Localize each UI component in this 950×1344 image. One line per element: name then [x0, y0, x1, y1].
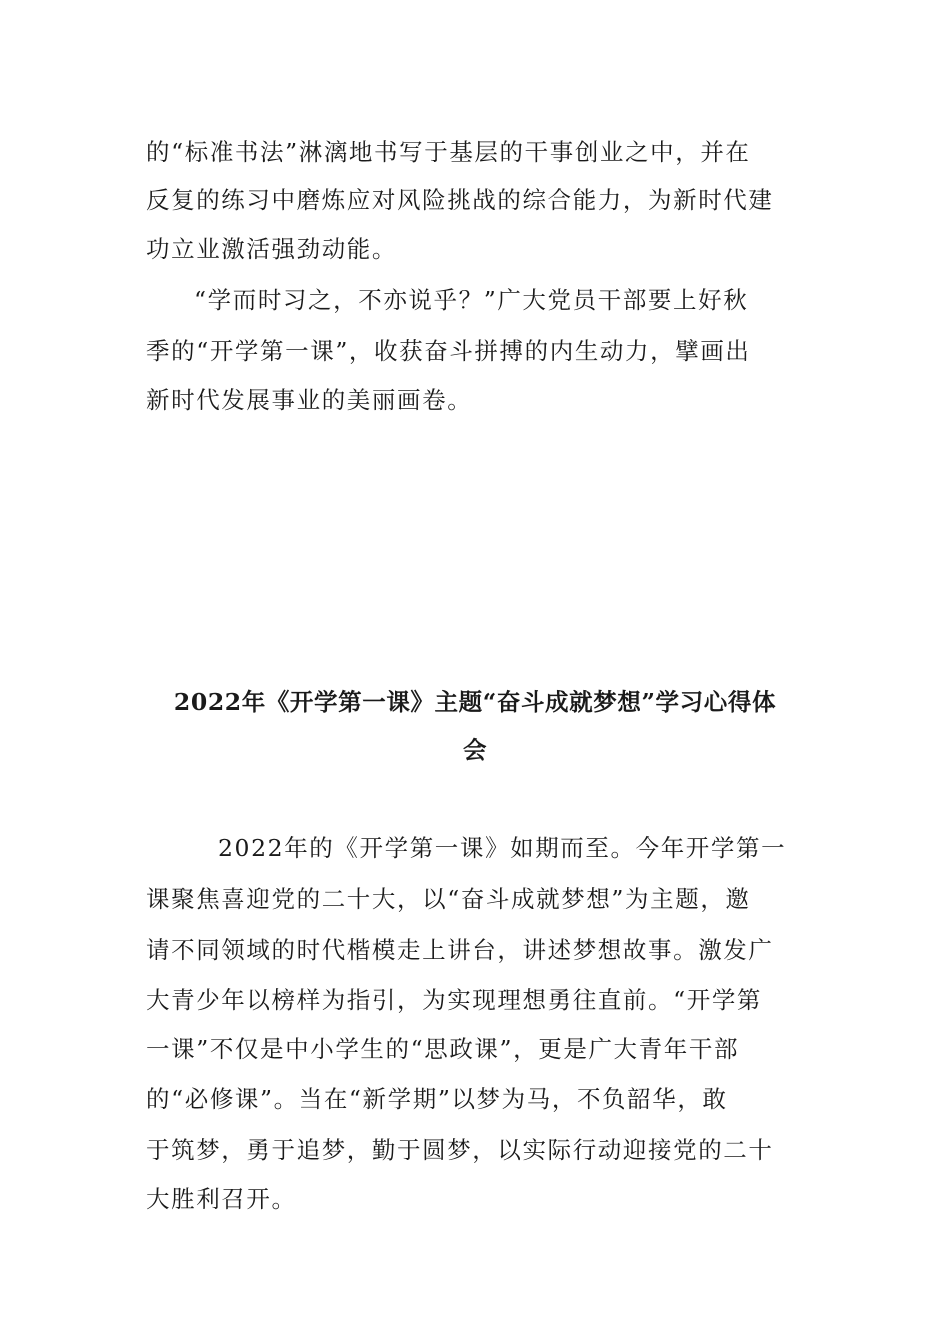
- paragraph-line: 新时代发展事业的美丽画卷。: [146, 386, 473, 414]
- paragraph-line: 课聚焦喜迎党的二十大，以“奋斗成就梦想”为主题，邀: [146, 885, 751, 913]
- paragraph-line: 的“标准书法”淋漓地书写于基层的干事创业之中，并在: [146, 138, 751, 166]
- paragraph-line: 大胜利召开。: [146, 1185, 297, 1213]
- paragraph-line: 功立业激活强劲动能。: [146, 235, 397, 263]
- paragraph-line: 反复的练习中磨炼应对风险挑战的综合能力，为新时代建: [146, 186, 774, 214]
- paragraph-line: 于筑梦，勇于追梦，勤于圆梦，以实际行动迎接党的二十: [146, 1136, 774, 1164]
- article-title: 2022年《开学第一课》主题“奋斗成就梦想”学习心得体: [173, 688, 777, 716]
- paragraph-line: 2022年的《开学第一课》如期而至。今年开学第一: [218, 834, 787, 862]
- paragraph-line: “学而时习之，不亦说乎？”广大党员干部要上好秋: [194, 286, 749, 314]
- paragraph-line: 一课”不仅是中小学生的“思政课”，更是广大青年干部: [146, 1035, 740, 1063]
- paragraph-line: 大青少年以榜样为指引，为实现理想勇往直前。“开学第: [146, 986, 763, 1014]
- article-title-continued: 会: [462, 736, 488, 764]
- paragraph-line: 请不同领域的时代楷模走上讲台，讲述梦想故事。激发广: [146, 936, 774, 964]
- paragraph-line: 的“必修课”。当在“新学期”以梦为马，不负韶华，敢: [146, 1085, 728, 1113]
- paragraph-line: 季的“开学第一课”，收获奋斗拼搏的内生动力，擘画出: [146, 337, 751, 365]
